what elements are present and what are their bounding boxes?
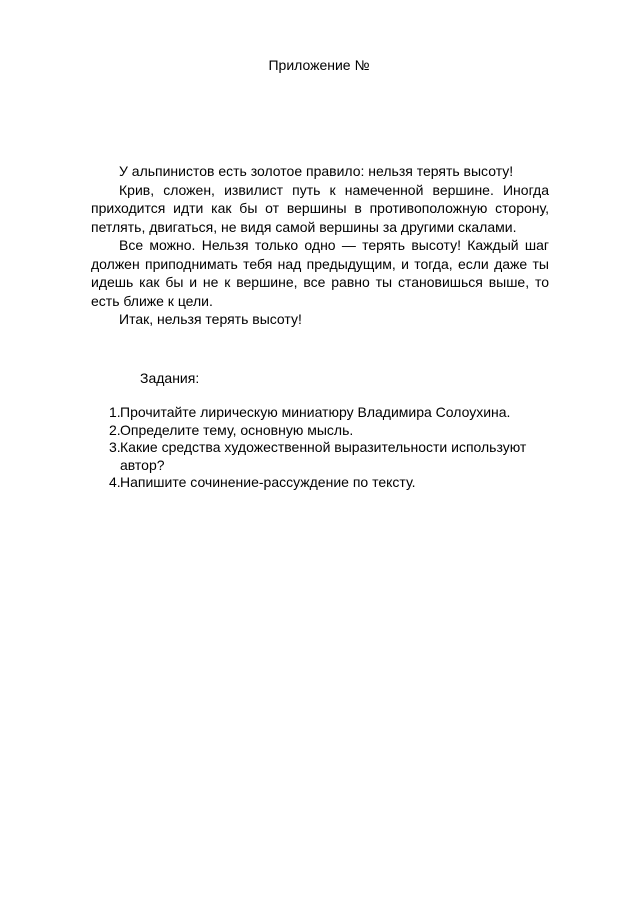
text-paragraph: Итак, нельзя терять высоту!	[119, 311, 302, 327]
task-number: 2 .	[109, 422, 121, 440]
tasks-heading: Задания:	[140, 370, 200, 386]
task-item	[91, 422, 551, 440]
task-text: Напишите сочинение-рассуждение по тексту.	[120, 474, 416, 490]
task-item	[91, 439, 551, 474]
task-number: 1 .	[109, 404, 121, 422]
appendix-title: Приложение №	[268, 57, 370, 73]
task-number: 3 .	[109, 439, 121, 457]
miniature-text	[91, 162, 549, 329]
task-text: Какие средства художественной выразительности используют автор?	[120, 439, 527, 473]
text-paragraph: Крив, сложен, извилист путь к намеченной вершине. Иногда приходится идти как бы от вершины в противоположную сторону, петлять, двигаться, не видя самой вершины за другими скалами.	[91, 181, 549, 235]
tasks-list	[91, 404, 551, 492]
task-text: Прочитайте лирическую миниатюру Владимира Солоухина.	[120, 404, 511, 420]
task-number: 4 .	[109, 474, 121, 492]
text-paragraph: Все можно. Нельзя только одно — терять высоту! Каждый шаг должен приподнимать тебя над предыдущим, и тогда, если даже ты идешь как бы и не к вершине, все равно ты становишься выше, то есть ближе к цели.	[91, 237, 549, 309]
task-text: Определите тему, основную мысль.	[120, 421, 354, 438]
task-item	[91, 404, 551, 422]
text-paragraph: У альпинистов есть золотое правило: нельзя терять высоту!	[119, 163, 514, 179]
task-item	[91, 474, 551, 492]
